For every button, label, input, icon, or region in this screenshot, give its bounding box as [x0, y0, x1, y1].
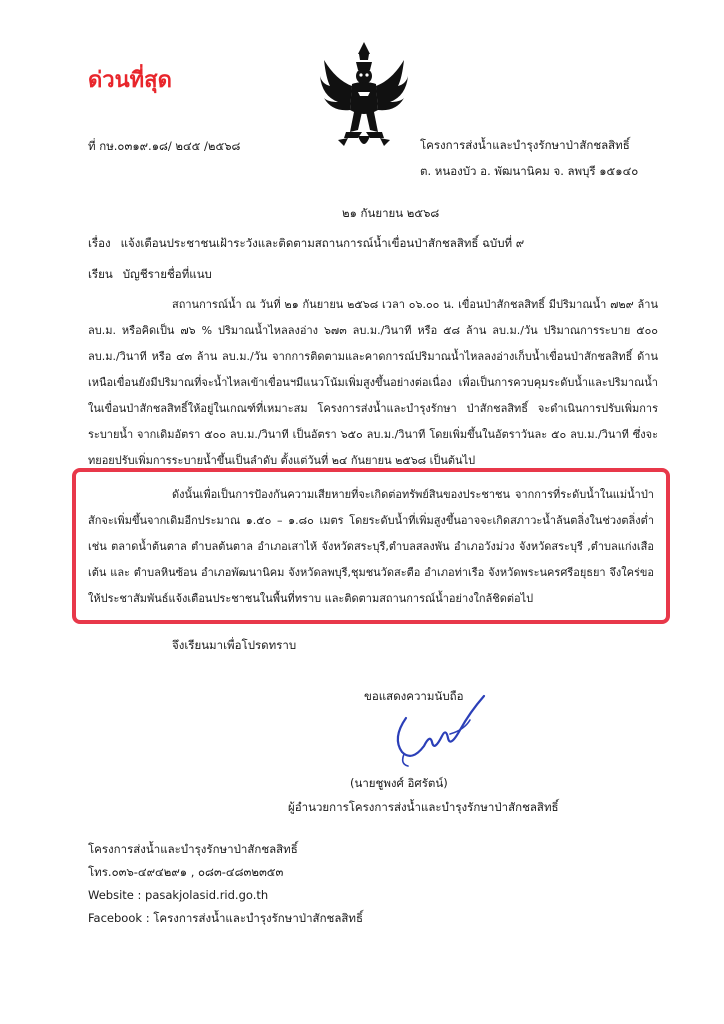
sender-block — [420, 132, 638, 184]
subject-label: เรื่อง — [88, 236, 111, 250]
footer-org: โครงการส่งน้ำและบำรุงรักษาป่าสักชลสิทธิ์ — [88, 842, 298, 856]
footer-website: Website : pasakjolasid.rid.go.th — [88, 888, 269, 902]
signatory-position: ผู้อำนวยการโครงการส่งน้ำและบำรุงรักษาป่าสักชลสิทธิ์ — [288, 800, 559, 814]
letter-date: ๒๑ กันยายน ๒๕๖๘ — [342, 206, 440, 220]
footer-phone: โทร.๐๓๖-๔๙๔๒๙๑ , ๐๘๓-๔๘๓๒๓๕๓ — [88, 865, 284, 879]
recipient-line — [88, 266, 212, 284]
sender-office: โครงการส่งน้ำและบำรุงรักษาป่าสักชลสิทธิ์ — [420, 138, 630, 152]
urgency-heading: ด่วนที่สุด — [88, 68, 172, 93]
subject-line — [88, 235, 524, 253]
footer-facebook: Facebook : โครงการส่งน้ำและบำรุงรักษาป่าสักชลสิทธิ์ — [88, 911, 364, 925]
body-paragraph-situation: สถานการณ์น้ำ ณ วันที่ ๒๑ กันยายน ๒๕๖๘ เวลา ๐๖.๐๐ น. เขื่อนป่าสักชลสิทธิ์ มีปริมาณน้ำ ๗๒๙ ล้าน ลบ.ม. หรือคิดเป็น ๗๖ % ปริมาณน้ำไหลลงอ่าง ๖๗๓ ลบ.ม./วินาที หรือ ๕๘ ล้าน ลบ.ม./วัน ปริมาณการระบาย ๕๐๐ ลบ.ม./วินาที หรือ ๔๓ ล้าน ลบ.ม./วัน จากการติดตามและคาดการณ์ปริมาณน้ำไหลลงอ่างเก็บน้ำเขื่อนป่าสักชลสิทธิ์ ด้านเหนือเขื่อนยังมีปริมาณที่จะน้ำไหลเข้าเขื่อนฯมีแนวโน้มเพิ่มสูงขึ้นอย่างต่อเนื่อง เพื่อเป็นการควบคุมระดับน้ำและปริมาณน้ำในเขื่อนป่าสักชลสิทธิ์ให้อยู่ในเกณฑ์ที่เหมาะสม โครงการส่งน้ำและบำรุงรักษา ป่าสักชลสิทธิ์ จะดำเนินการปรับเพิ่มการระบายน้ำ จากเดิมอัตรา ๕๐๐ ลบ.ม./วินาที เป็นอัตรา ๖๕๐ ลบ.ม./วินาที โดยเพิ่มขึ้นในอัตราวันละ ๕๐ ลบ.ม./วินาที ซึ่งจะทยอยปรับเพิ่มการระบายน้ำขึ้นเป็นลำดับ ตั้งแต่วันที่ ๒๔ กันยายน ๒๕๖๘ เป็นต้นไป — [88, 298, 658, 467]
reference-number: ที่ กษ.๐๓๑๙.๑๘/ ๒๔๕ /๒๕๖๘ — [88, 139, 241, 153]
recipient-label: เรียน — [88, 267, 113, 281]
subject-text: แจ้งเตือนประชาชนเฝ้าระวังและติดตามสถานการณ์น้ำเขื่อนป่าสักชลสิทธิ์ ฉบับที่ ๙ — [120, 236, 525, 250]
garuda-emblem — [318, 40, 410, 152]
sender-address: ต. หนองบัว อ. พัฒนานิคม จ. ลพบุรี ๑๕๑๔๐ — [420, 164, 639, 178]
contact-footer — [88, 838, 363, 930]
regards-line: ขอแสดงความนับถือ — [364, 689, 464, 703]
body-paragraph-warning: ดังนั้นเพื่อเป็นการป้องกันความเสียหายที่จะเกิดต่อทรัพย์สินของประชาชน จากการที่ระดับน้ำในแม่น้ำป่าสักจะเพิ่มขึ้นจากเดิมอีกประมาณ ๑.๕๐ – ๑.๘๐ เมตร โดยระดับน้ำที่เพิ่มสูงขึ้นอาจจะเกิดสภาวะน้ำล้นตลิ่งในช่วงตลิ่งต่ำ เช่น ตลาดน้ำต้นตาล ตำบลต้นตาล อำเภอเสาไห้ จังหวัดสระบุรี,ตำบลสลงพัน อำเภอวังม่วง จังหวัดสระบุรี ,ตำบลแก่งเสือเต้น และ ตำบลหินซ้อน อำเภอพัฒนานิคม จังหวัดลพบุรี,ชุมชนวัดสะตือ อำเภอท่าเรือ จังหวัดพระนครศรีอยุธยา จึงใคร่ขอให้ประชาสัมพันธ์แจ้งเตือนประชาชนในพื้นที่ทราบ และติดตามสถานการณ์น้ำอย่างใกล้ชิดต่อไป — [88, 488, 654, 605]
closing-line: จึงเรียนมาเพื่อโปรดทราบ — [172, 638, 297, 652]
signatory-name: (นายชูพงศ์ อิศรัตน์) — [350, 776, 448, 790]
handwritten-signature — [390, 690, 500, 770]
recipient-text: บัญชีรายชื่อที่แนบ — [122, 267, 212, 281]
